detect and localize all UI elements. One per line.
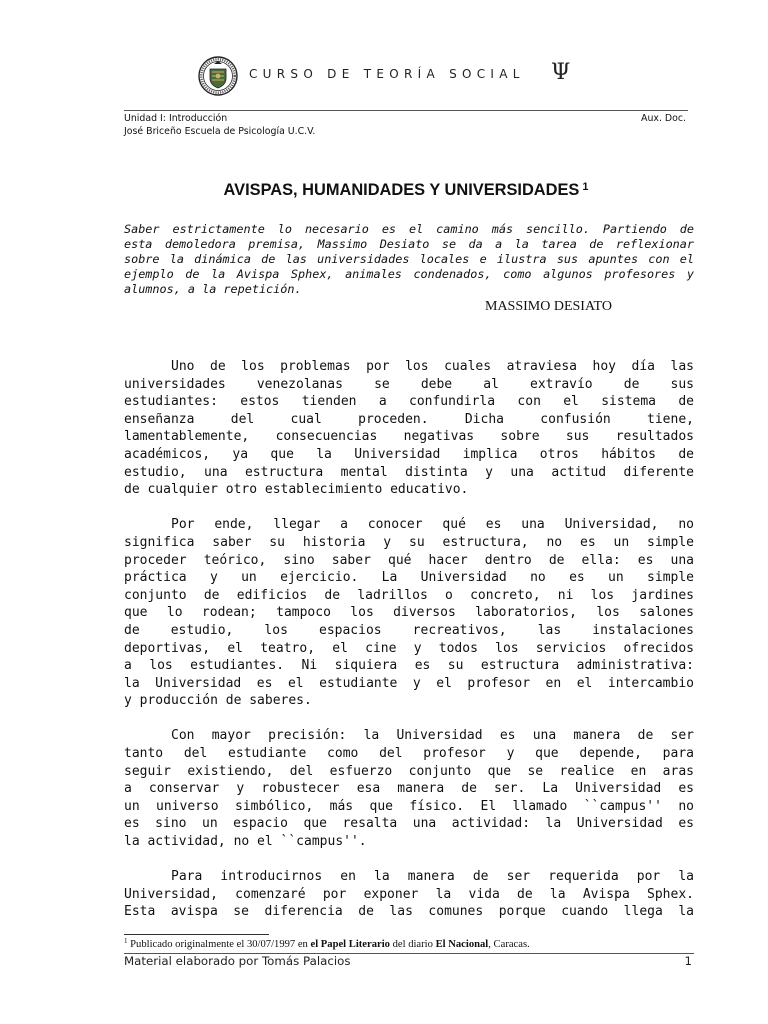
paragraph-line: lamentablemente, consecuencias negativas sobre sus resultados [124, 429, 694, 445]
paragraph-line: de estudio, los espacios recreativos, las instalaciones [124, 622, 694, 638]
paragraph-line: proceder teórico, sino saber qué hacer dentro de ella: es una [124, 552, 694, 568]
footnote-text-middle: del diario [389, 939, 436, 950]
epigraph-line: alumnos, a la repetición. [124, 282, 302, 296]
body-text [124, 358, 694, 939]
aux-label: Aux. Doc. [641, 113, 686, 124]
paragraph-line: Universidad, comenzaré por exponer la vida de la Avispa Sphex. [124, 886, 694, 902]
paragraph [124, 868, 694, 921]
paragraph-line: seguir existiendo, del esfuerzo conjunto que se realice en aras [124, 763, 694, 779]
epigraph-line: ejemplo de la Avispa Sphex, animales condenados, como algunos profesores y [124, 267, 694, 281]
paragraph-line: la Universidad es el estudiante y el profesor en el intercambio [124, 675, 694, 691]
epigraph-line: Saber estrictamente lo necesario es el camino más sencillo. Partiendo de [124, 222, 694, 236]
paragraph-line: académicos, ya que la Universidad implica otros hábitos de [124, 446, 694, 462]
epigraph [124, 222, 694, 297]
paragraph-line: práctica y un ejercicio. La Universidad no es un simple [124, 570, 694, 586]
paragraph-line: Esta avispa se diferencia de las comunes porque cuando llega la [124, 904, 694, 920]
paragraph-line: universidades venezolanas se debe al extravío de sus [124, 376, 694, 392]
paragraph-line: a conservar y robustecer esa manera de ser. La Universidad es [124, 781, 694, 797]
paragraph-line: tanto del estudiante como del profesor y que depende, para [124, 746, 694, 762]
title-footnote-ref[interactable]: 1 [582, 181, 589, 193]
unit-line [124, 113, 688, 124]
epigraph-author: MASSIMO DESIATO [485, 299, 612, 314]
paragraph [124, 727, 694, 850]
paragraph-line: Uno de los problemas por los cuales atraviesa hoy día las [171, 359, 694, 374]
page-number: 1 [684, 954, 692, 968]
paragraph-line: deportivas, el teatro, el cine y todos los servicios ofrecidos [124, 640, 694, 656]
footnote-newspaper: El Nacional [435, 939, 489, 950]
paragraph-line: estudio, una estructura mental distinta y una actitud diferente [124, 464, 694, 480]
epigraph-line: esta demoledora premisa, Massimo Desiato se da a la tarea de reflexionar [124, 237, 694, 251]
psi-logo-icon: Ψ [551, 60, 571, 85]
footnote-publication: el Papel Literario [310, 939, 390, 950]
university-seal-icon [198, 56, 238, 96]
course-title: CURSO DE TEORÍA SOCIAL [249, 67, 525, 81]
paragraph-line: la actividad, no el ``campus''. [124, 834, 367, 850]
paragraph-line: significa saber su historia y su estructura, no es un simple [124, 534, 694, 550]
paragraph-line: a los estudiantes. Ni siquiera es su estructura administrativa: [124, 658, 694, 674]
paragraph-line: y producción de saberes. [124, 693, 312, 709]
footnote [124, 937, 530, 950]
paragraph [124, 516, 694, 710]
paragraph-line: Con mayor precisión: la Universidad es una manera de ser [171, 728, 694, 744]
epigraph-line: sobre la dinámica de las universidades locales e ilustra sus apuntes con el [124, 252, 694, 266]
paragraph-line: estudiantes: estos tienden a confundirla con el sistema de [124, 394, 694, 410]
unit-label: Unidad I: Introducción [124, 113, 228, 124]
paragraph-line: Para introducirnos en la manera de ser requerida por la [171, 869, 694, 885]
paragraph-line: un universo simbólico, más que físico. El llamado ``campus'' no [124, 798, 694, 814]
paragraph-line: conjunto de edificios de ladrillos o concreto, ni los jardines [124, 587, 694, 603]
paragraph-line: que lo rodean; tampoco los diversos laboratorios, los salones [124, 605, 694, 621]
document-title [124, 181, 688, 200]
author-line: José Briceño Escuela de Psicología U.C.V. [124, 126, 316, 137]
paragraph [124, 358, 694, 499]
document-title-text: AVISPAS, HUMANIDADES Y UNIVERSIDADES [223, 181, 580, 199]
header-divider [124, 110, 688, 111]
paragraph-line: es sino un espacio que resalta una actividad: la Universidad es [124, 816, 694, 832]
footer-credit: Material elaborado por Tomás Palacios [124, 954, 351, 968]
footnote-text-before: Publicado originalmente el 30/07/1997 en [127, 939, 311, 950]
paragraph-line: de cualquier otro establecimiento educativo. [124, 482, 469, 498]
footnote-marker: 1 [124, 937, 128, 945]
footnote-divider [124, 934, 269, 935]
page-footer [124, 954, 694, 968]
page-header [198, 56, 618, 100]
paragraph-line: enseñanza del cual proceden. Dicha confusión tiene, [124, 411, 694, 427]
footnote-text-after: , Caracas. [488, 939, 530, 950]
paragraph-line: Por ende, llegar a conocer qué es una Universidad, no [171, 517, 694, 533]
